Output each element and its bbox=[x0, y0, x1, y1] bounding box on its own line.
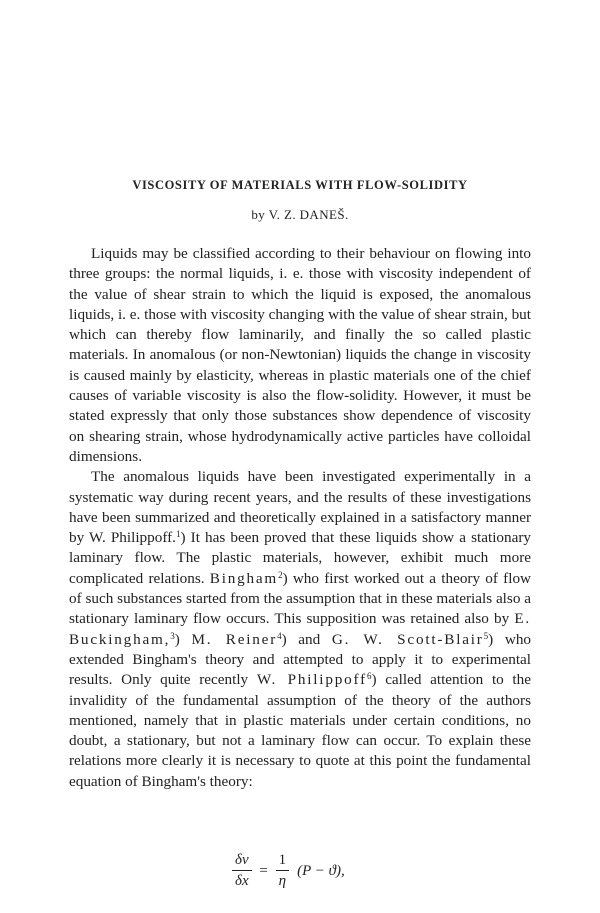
author-name-bingham: Bingham bbox=[209, 569, 279, 587]
equation-lhs-fraction bbox=[232, 852, 252, 890]
equation-rhs-fraction bbox=[276, 852, 290, 890]
equation-equals: = bbox=[259, 862, 268, 879]
paragraph-2-text: ) called attention to the invalidity of the fundamental assumption of the theory of the authors mentioned, namely that in plastic materials under certain conditions, no doubt, a stationary, but not a laminary flow can occur. To explain these relations more clearly it is necessary to quote at this point the fundamental equation of Bingham's theory: bbox=[69, 671, 531, 790]
paragraph-2-text: ) bbox=[174, 630, 192, 648]
article-title: VISCOSITY OF MATERIALS WITH FLOW-SOLIDITY bbox=[132, 178, 468, 192]
paragraph-2-text: ) and bbox=[281, 630, 332, 648]
paragraph-2 bbox=[69, 467, 531, 792]
author-name-scott-blair: G. W. Scott-Blair bbox=[331, 630, 484, 648]
equation-rhs-denominator: η bbox=[278, 873, 287, 889]
equation-lhs-denominator: δx bbox=[235, 873, 249, 889]
paragraph-2-text: ) who first worked out a theory of flow of such substances started from the assumption that in these materials also a stationary laminary flow occurs. This supposition was retained also by bbox=[69, 569, 532, 628]
article-author: by V. Z. DANEŠ. bbox=[251, 207, 349, 222]
author-name-philippoff: W. Philippoff bbox=[256, 671, 367, 689]
paragraph-1: Liquids may be classified according to their behaviour on flowing into three groups: the normal liquids, i. e. those with viscosity independent of the value of shear strain to which the liquid is exposed, the anomalous liquids, i. e. those with viscosity changing with the value of shear strain, but which can thereby flow laminarily, and finally the so called plastic materials. In anomalous (or non-Newtonian) liquids the change in viscosity is caused mainly by elasticity, whereas in plastic materials one of the chief causes of variable viscosity is also the flow-solidity. However, it must be stated expressly that only those substances show dependence of viscosity on shearing strain, whose hydrodynamically active particles have colloidal dimensions. bbox=[69, 245, 531, 465]
footnote-ref: 1 bbox=[175, 529, 181, 540]
author-name-buckingham: E. Buckingham, bbox=[69, 610, 531, 648]
footnote-ref: 4 bbox=[277, 630, 282, 641]
footnote-ref: 6 bbox=[366, 671, 372, 682]
footnote-ref: 2 bbox=[278, 569, 283, 580]
paragraph-2-text: ) who extended Bingham's theory and attempted to apply it to experimental results. Only quite recently bbox=[69, 630, 532, 689]
footnote-ref: 5 bbox=[483, 630, 489, 641]
paragraph-2-text: The anomalous liquids have been investigated experimentally in a systematic way during recent years, and the results of these investigations have been summarized and theoretically explained in a satisfactory manner by W. Philippoff. bbox=[69, 468, 531, 547]
equation-rhs-numerator: 1 bbox=[276, 852, 290, 871]
author-name-reiner: M. Reiner bbox=[191, 630, 278, 648]
equation-lhs-numerator: δv bbox=[232, 852, 252, 871]
paragraph-2-text: ) It has been proved that these liquids show a stationary laminary flow. The plastic materials, however, exhibit much more complicated relations. bbox=[69, 529, 531, 587]
equation-rhs-tail: (P − ϑ), bbox=[297, 862, 345, 879]
footnote-ref: 3 bbox=[170, 630, 175, 641]
article-body bbox=[69, 244, 531, 792]
bingham-equation bbox=[228, 848, 345, 894]
